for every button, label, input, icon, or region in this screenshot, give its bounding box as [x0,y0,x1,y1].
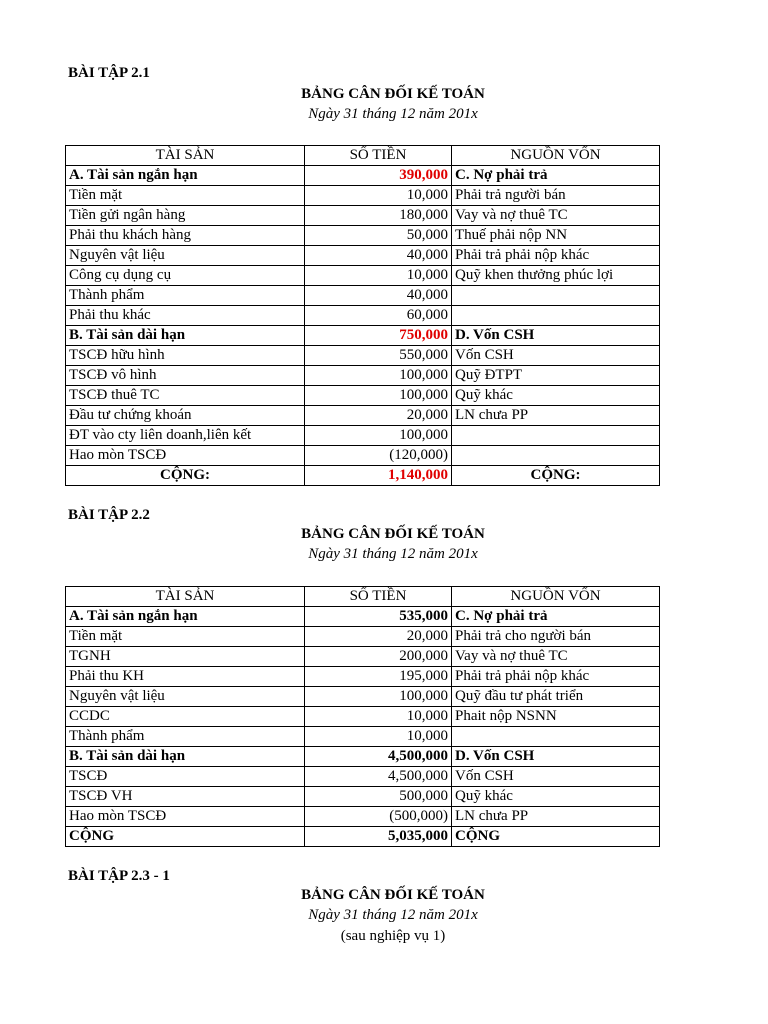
source-cell: Vay và nợ thuê TC [452,206,660,226]
column-header-sources: NGUỒN VỐN [452,587,660,607]
table-row [66,166,660,186]
table-header-row [66,146,660,166]
table-row [66,647,660,667]
table-row [66,186,660,206]
amount-cell: 535,000 [305,607,452,627]
balance-sheet-table [65,586,660,847]
total-row [66,466,660,486]
amount-cell: 50,000 [305,226,452,246]
source-cell: LN chưa PP [452,406,660,426]
source-cell: Phải trả người bán [452,186,660,206]
source-cell [452,306,660,326]
asset-cell: TGNH [66,647,305,667]
total-row [66,827,660,847]
sheet-title: BẢNG CÂN ĐỐI KẾ TOÁN [301,887,485,903]
source-cell: C. Nợ phải trả [452,607,660,627]
amount-cell: 10,000 [305,266,452,286]
asset-cell: TSCĐ VH [66,787,305,807]
asset-cell: Tiền gửi ngân hàng [66,206,305,226]
source-cell: D. Vốn CSH [452,326,660,346]
amount-cell: 100,000 [305,386,452,406]
amount-cell: 40,000 [305,286,452,306]
amount-cell: 10,000 [305,707,452,727]
table-row [66,366,660,386]
asset-cell: Thành phẩm [66,727,305,747]
sheet-title: BẢNG CÂN ĐỐI KẾ TOÁN [301,86,485,102]
total-label: CỘNG [66,827,305,847]
asset-cell: TSCĐ [66,767,305,787]
asset-cell: Hao mòn TSCĐ [66,807,305,827]
table-header-row [66,587,660,607]
table-row [66,266,660,286]
amount-cell: 60,000 [305,306,452,326]
amount-cell: 100,000 [305,687,452,707]
amount-cell: 195,000 [305,667,452,687]
table-row [66,627,660,647]
asset-cell: ĐT vào cty liên doanh,liên kết [66,426,305,446]
asset-cell: A. Tài sản ngắn hạn [66,166,305,186]
source-cell: Quỹ khác [452,787,660,807]
amount-cell: 10,000 [305,727,452,747]
table-row [66,226,660,246]
amount-cell: 200,000 [305,647,452,667]
amount-cell: 4,500,000 [305,747,452,767]
column-header-assets: TÀI SẢN [66,146,305,166]
amount-cell: 100,000 [305,366,452,386]
exercise-heading: BÀI TẬP 2.3 - 1 [68,868,170,884]
asset-cell: B. Tài sản dài hạn [66,747,305,767]
total-label-sources: CỘNG [452,827,660,847]
amount-cell: 4,500,000 [305,767,452,787]
table-row [66,607,660,627]
asset-cell: TSCĐ vô hình [66,366,305,386]
sheet-date: Ngày 31 tháng 12 năm 201x [308,907,478,923]
amount-cell: 180,000 [305,206,452,226]
asset-cell: CCDC [66,707,305,727]
source-cell: Quỹ khác [452,386,660,406]
amount-cell: 100,000 [305,426,452,446]
total-amount: 5,035,000 [305,827,452,847]
source-cell: Vay và nợ thuê TC [452,647,660,667]
table-row [66,787,660,807]
source-cell [452,426,660,446]
source-cell: Vốn CSH [452,346,660,366]
table-row [66,306,660,326]
sheet-date: Ngày 31 tháng 12 năm 201x [308,546,478,562]
table-row [66,206,660,226]
asset-cell: Phải thu khách hàng [66,226,305,246]
column-header-amount: SỐ TIỀN [305,587,452,607]
column-header-assets: TÀI SẢN [66,587,305,607]
asset-cell: Nguyên vật liệu [66,687,305,707]
exercise-heading: BÀI TẬP 2.1 [68,65,150,81]
source-cell: Phải trả phải nộp khác [452,246,660,266]
table-row [66,246,660,266]
source-cell: C. Nợ phải trả [452,166,660,186]
asset-cell: Đầu tư chứng khoán [66,406,305,426]
table-row [66,747,660,767]
source-cell: Quỹ ĐTPT [452,366,660,386]
source-cell: Vốn CSH [452,767,660,787]
asset-cell: Tiền mặt [66,627,305,647]
sheet-title: BẢNG CÂN ĐỐI KẾ TOÁN [301,526,485,542]
amount-cell: 750,000 [305,326,452,346]
source-cell: Quỹ khen thưởng phúc lợi [452,266,660,286]
source-cell [452,286,660,306]
asset-cell: B. Tài sản dài hạn [66,326,305,346]
source-cell: Phải trả cho người bán [452,627,660,647]
asset-cell: Tiền mặt [66,186,305,206]
table-row [66,286,660,306]
table-row [66,767,660,787]
table-row [66,707,660,727]
amount-cell: 500,000 [305,787,452,807]
total-label-sources: CỘNG: [452,466,660,486]
source-cell: Phait nộp NSNN [452,707,660,727]
source-cell [452,727,660,747]
table-row [66,727,660,747]
sheet-note: (sau nghiệp vụ 1) [340,928,446,944]
asset-cell: A. Tài sản ngắn hạn [66,607,305,627]
total-label: CỘNG: [66,466,305,486]
amount-cell: 10,000 [305,186,452,206]
table-row [66,406,660,426]
table-row [66,426,660,446]
exercise-heading: BÀI TẬP 2.2 [68,507,150,523]
asset-cell: Hao mòn TSCĐ [66,446,305,466]
asset-cell: Phải thu khác [66,306,305,326]
asset-cell: Phải thu KH [66,667,305,687]
asset-cell: Thành phẩm [66,286,305,306]
asset-cell: TSCĐ hữu hình [66,346,305,366]
source-cell: Quỹ đầu tư phát triển [452,687,660,707]
amount-cell: 20,000 [305,406,452,426]
source-cell: Thuế phải nộp NN [452,226,660,246]
table-row [66,667,660,687]
table-row [66,807,660,827]
table-row [66,326,660,346]
total-amount: 1,140,000 [305,466,452,486]
amount-cell: (500,000) [305,807,452,827]
source-cell [452,446,660,466]
balance-sheet-table [65,145,660,486]
asset-cell: Nguyên vật liệu [66,246,305,266]
amount-cell: (120,000) [305,446,452,466]
amount-cell: 390,000 [305,166,452,186]
amount-cell: 550,000 [305,346,452,366]
table-row [66,687,660,707]
source-cell: LN chưa PP [452,807,660,827]
asset-cell: TSCĐ thuê TC [66,386,305,406]
table-row [66,346,660,366]
column-header-sources: NGUỒN VỐN [452,146,660,166]
amount-cell: 40,000 [305,246,452,266]
amount-cell: 20,000 [305,627,452,647]
source-cell: Phải trả phải nộp khác [452,667,660,687]
asset-cell: Công cụ dụng cụ [66,266,305,286]
sheet-date: Ngày 31 tháng 12 năm 201x [308,106,478,122]
table-row [66,446,660,466]
column-header-amount: SỐ TIỀN [305,146,452,166]
table-row [66,386,660,406]
source-cell: D. Vốn CSH [452,747,660,767]
